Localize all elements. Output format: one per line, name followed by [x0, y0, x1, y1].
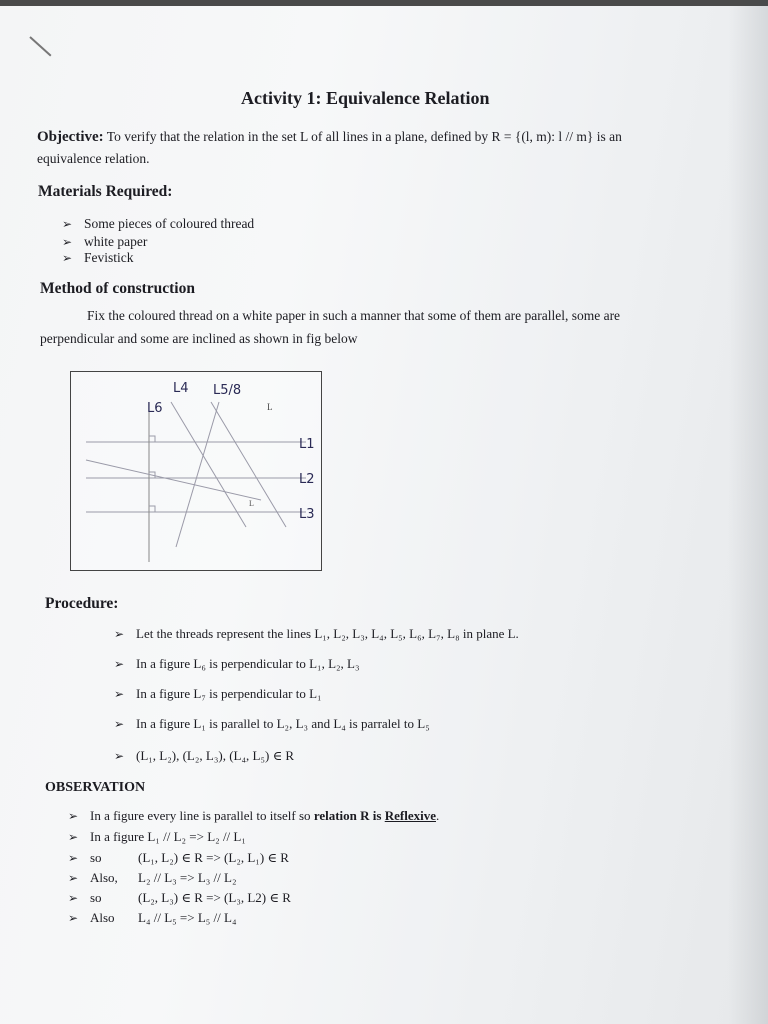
- procedure-item: ➢ In a figure L₁ is parallel to L₂, L₃ and L₄ is parralel to L₅: [114, 716, 430, 731]
- bullet-arrow-icon: ➢: [114, 749, 125, 763]
- observation-item: ➢ In a figure every line is parallel to itself so relation R is Reflexive.: [68, 808, 440, 823]
- line-l4: [171, 402, 246, 527]
- procedure-item: ➢ In a figure L₇ is perpendicular to L₁: [114, 686, 322, 701]
- line-l7: [86, 460, 261, 500]
- label-l6: L6: [147, 401, 163, 416]
- observation-heading: OBSERVATION: [45, 780, 146, 795]
- method-paragraph-line-1: Fix the coloured thread on a white paper in such a manner that some of them are parallel, some are: [87, 308, 621, 323]
- materials-item: ➢ Fevistick: [62, 250, 134, 265]
- method-heading: Method of construction: [40, 280, 195, 297]
- bullet-arrow-icon: ➢: [62, 251, 73, 265]
- observation-item: ➢ so (L₁, L₂) ∈ R => (L₂, L₁) ∈ R: [68, 850, 289, 865]
- line-l5: [211, 402, 286, 527]
- bullet-arrow-icon: ➢: [68, 830, 79, 844]
- observation-item: ➢ Also L₄ // L₅ => L₅ // L₄: [68, 910, 237, 925]
- materials-heading: Materials Required:: [38, 183, 173, 200]
- label-l3: L3: [299, 507, 315, 522]
- label-l7: L: [249, 499, 254, 508]
- right-angle-mark: [149, 436, 155, 442]
- right-angle-mark: [149, 506, 155, 512]
- objective-label: Objective:: [37, 129, 104, 145]
- objective-text: To verify that the relation in the set L of all lines in a plane, defined by R = {(l, m): l // m} is an: [106, 129, 622, 144]
- bullet-arrow-icon: ➢: [114, 717, 125, 731]
- objective-line-2: equivalence relation.: [37, 151, 150, 166]
- bullet-arrow-icon: ➢: [68, 851, 79, 865]
- page-shadow: [728, 0, 768, 1024]
- procedure-heading: Procedure:: [45, 595, 119, 612]
- scan-top-edge: [0, 0, 768, 6]
- procedure-item: ➢ (L₁, L₂), (L₂, L₃), (L₄, L₅) ∈ R: [114, 748, 295, 763]
- label-l58: L5/8: [213, 383, 242, 398]
- bullet-arrow-icon: ➢: [62, 235, 73, 249]
- label-l1: L1: [299, 437, 315, 452]
- materials-item: ➢ Some pieces of coloured thread: [62, 216, 255, 231]
- bullet-arrow-icon: ➢: [68, 911, 79, 925]
- materials-item: ➢ white paper: [62, 234, 148, 249]
- thread-figure: [70, 371, 322, 571]
- label-plane: L: [267, 402, 273, 412]
- bullet-arrow-icon: ➢: [62, 217, 73, 231]
- objective-line-1: [37, 129, 622, 146]
- corner-fold-mark: [29, 36, 51, 56]
- observation-item: ➢ Also, L₂ // L₃ => L₃ // L₂: [68, 870, 237, 885]
- bullet-arrow-icon: ➢: [68, 809, 79, 823]
- bullet-arrow-icon: ➢: [114, 687, 125, 701]
- bullet-arrow-icon: ➢: [114, 627, 125, 641]
- bullet-arrow-icon: ➢: [68, 871, 79, 885]
- line-l8: [176, 402, 219, 547]
- method-paragraph-line-2: perpendicular and some are inclined as shown in fig below: [40, 331, 358, 346]
- procedure-item: ➢ In a figure L₆ is perpendicular to L₁, L₂, L₃: [114, 656, 360, 671]
- procedure-item: ➢ Let the threads represent the lines L₁, L₂, L₃, L₄, L₅, L₆, L₇, L₈ in plane L.: [114, 626, 519, 641]
- label-l2: L2: [299, 472, 315, 487]
- thread-figure-drawing: [71, 372, 321, 570]
- page-title: Activity 1: Equivalence Relation: [241, 88, 490, 108]
- bullet-arrow-icon: ➢: [114, 657, 125, 671]
- observation-item: ➢ so (L₂, L₃) ∈ R => (L₃, L2) ∈ R: [68, 890, 291, 905]
- bullet-arrow-icon: ➢: [68, 891, 79, 905]
- label-l4: L4: [173, 381, 189, 396]
- observation-item: ➢ In a figure L₁ // L₂ => L₂ // L₁: [68, 829, 246, 844]
